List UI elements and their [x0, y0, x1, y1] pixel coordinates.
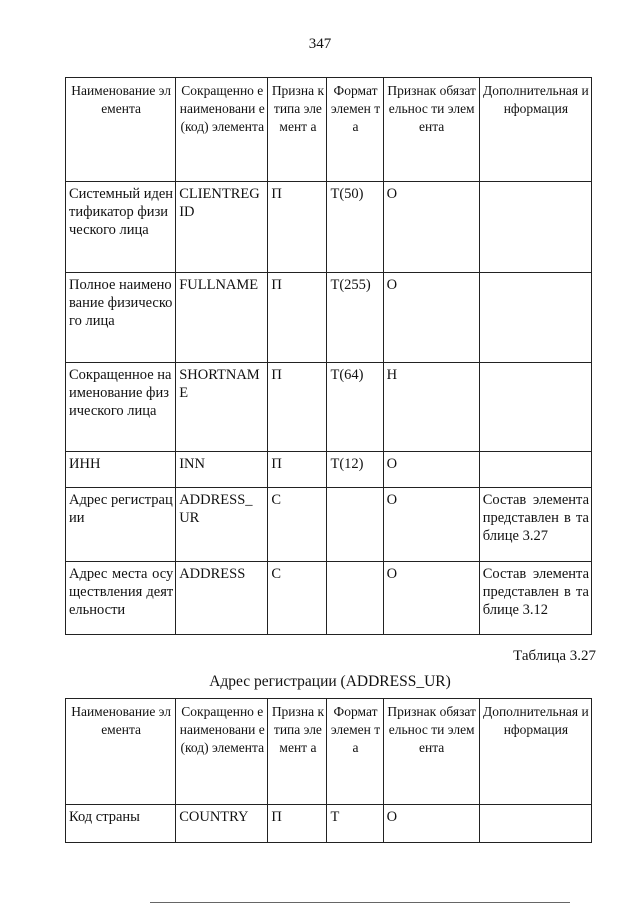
cell-required-sign: О	[383, 452, 479, 488]
cell-element-name: Адрес места осуществления деятельности	[66, 562, 176, 635]
cell-element-name: Сокращенное наименование физического лица	[66, 363, 176, 452]
cell-format: T(255)	[327, 273, 383, 363]
cell-short-name: SHORTNAM E	[176, 363, 268, 452]
header-format: Формат элемен та	[327, 699, 383, 805]
page-number: 347	[308, 36, 332, 52]
table-row	[66, 363, 592, 452]
cell-format: T(50)	[327, 182, 383, 273]
cell-type-sign: П	[268, 273, 327, 363]
header-required-sign: Признак обязательнос ти элемента	[383, 78, 479, 182]
header-element-name: Наименование элемента	[66, 78, 176, 182]
header-type-sign: Призна к типа элемент а	[268, 78, 327, 182]
table-header-row	[66, 699, 592, 805]
cell-required-sign: О	[383, 273, 479, 363]
cell-additional-info: Состав элемента представлен в таблице 3.27	[479, 488, 591, 562]
table-row	[66, 562, 592, 635]
cell-element-name: Полное наименование физического лица	[66, 273, 176, 363]
header-element-name: Наименование элемента	[66, 699, 176, 805]
table-row	[66, 273, 592, 363]
cell-short-name: ADDRESS	[176, 562, 268, 635]
cell-format: T(12)	[327, 452, 383, 488]
cell-additional-info	[479, 182, 591, 273]
header-short-name: Сокращенно е наименовани е (код) элемента	[176, 699, 268, 805]
header-additional-info: Дополнительная информация	[479, 699, 591, 805]
cell-additional-info	[479, 805, 591, 843]
cell-format: T(64)	[327, 363, 383, 452]
cell-format: T	[327, 805, 383, 843]
cell-element-name: ИНН	[66, 452, 176, 488]
table-row	[66, 488, 592, 562]
header-required-sign: Признак обязательнос ти элемента	[383, 699, 479, 805]
cell-short-name: CLIENTREG ID	[176, 182, 268, 273]
table-title: Адрес регистрации (ADDRESS_UR)	[209, 673, 451, 690]
cell-type-sign: С	[268, 562, 327, 635]
cell-type-sign: С	[268, 488, 327, 562]
scan-edge-line	[150, 902, 570, 903]
table-row	[66, 805, 592, 843]
cell-short-name: COUNTRY	[176, 805, 268, 843]
table-header-row	[66, 78, 592, 182]
cell-short-name: FULLNAME	[176, 273, 268, 363]
table-row	[66, 182, 592, 273]
cell-element-name: Адрес регистрации	[66, 488, 176, 562]
cell-type-sign: П	[268, 805, 327, 843]
cell-format	[327, 562, 383, 635]
cell-additional-info	[479, 273, 591, 363]
header-additional-info: Дополнительная информация	[479, 78, 591, 182]
cell-required-sign: Н	[383, 363, 479, 452]
table-label: Таблица 3.27	[513, 648, 596, 664]
cell-type-sign: П	[268, 182, 327, 273]
header-short-name: Сокращенно е наименовани е (код) элемента	[176, 78, 268, 182]
cell-additional-info: Состав элемента представлен в таблице 3.12	[479, 562, 591, 635]
header-type-sign: Призна к типа элемент а	[268, 699, 327, 805]
cell-required-sign: О	[383, 805, 479, 843]
cell-short-name: ADDRESS_ UR	[176, 488, 268, 562]
cell-short-name: INN	[176, 452, 268, 488]
table-row	[66, 452, 592, 488]
cell-required-sign: О	[383, 182, 479, 273]
address-table	[65, 698, 592, 843]
cell-element-name: Код страны	[66, 805, 176, 843]
cell-format	[327, 488, 383, 562]
header-format: Формат элемен та	[327, 78, 383, 182]
cell-additional-info	[479, 452, 591, 488]
cell-element-name: Системный идентификатор физического лица	[66, 182, 176, 273]
elements-table	[65, 77, 592, 635]
cell-required-sign: О	[383, 488, 479, 562]
cell-required-sign: О	[383, 562, 479, 635]
cell-type-sign: П	[268, 363, 327, 452]
cell-type-sign: П	[268, 452, 327, 488]
cell-additional-info	[479, 363, 591, 452]
